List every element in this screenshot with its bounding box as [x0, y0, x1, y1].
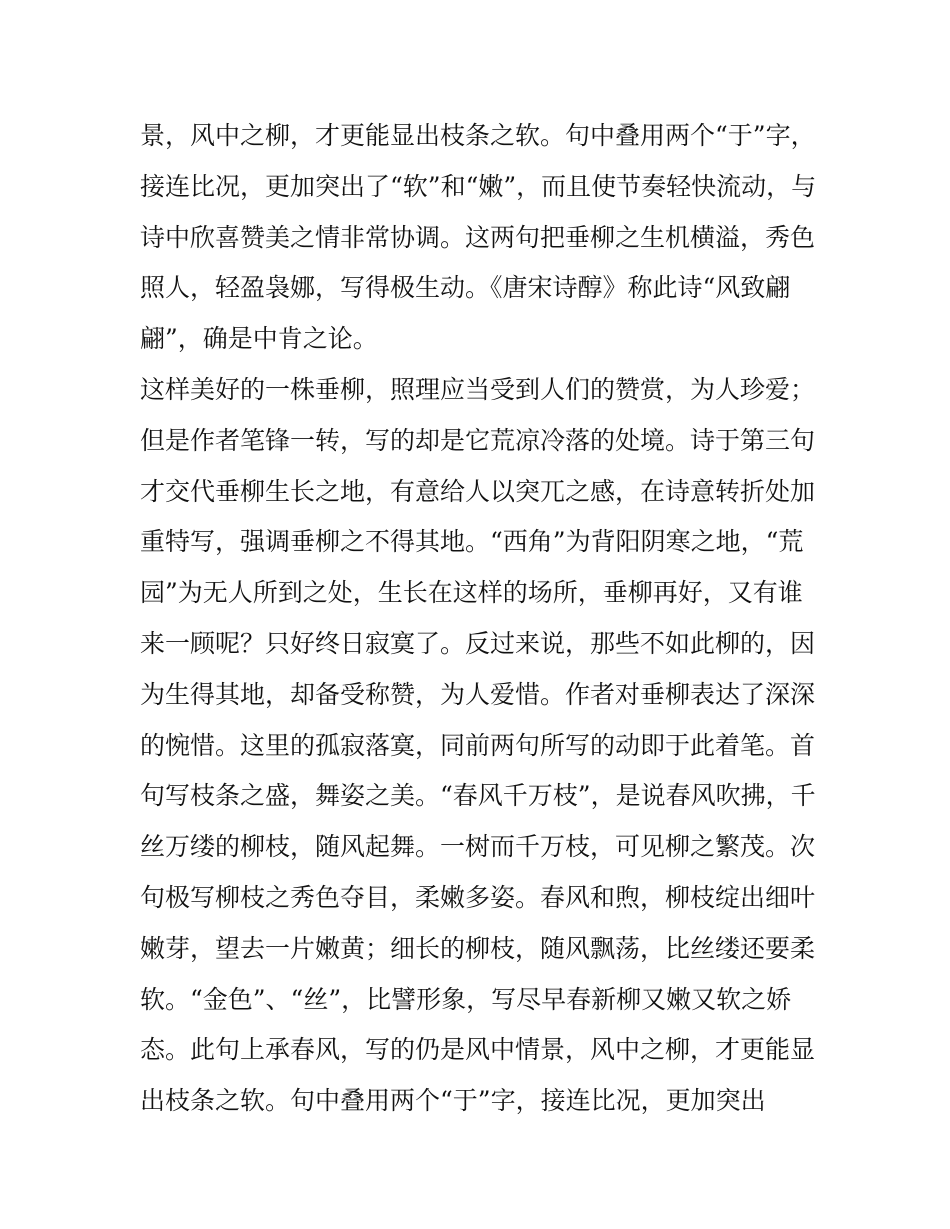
- text-line: 翩”，确是中肯之论。: [140, 324, 378, 354]
- text-line: 丝万缕的柳枝，随风起舞。一树而千万枝，可见柳之繁茂。次: [140, 832, 816, 862]
- text-line: 句写枝条之盛，舞姿之美。“春风千万枝”，是说春风吹拂，千: [140, 781, 816, 811]
- text-line: 句极写柳枝之秀色夺目，柔嫩多姿。春风和煦，柳枝绽出细叶: [140, 882, 816, 912]
- text-line: 景，风中之柳，才更能显出枝条之软。句中叠用两个“于”字，: [140, 121, 816, 150]
- text-line: 态。此句上承春风，写的仍是风中情景，风中之柳，才更能显: [140, 1035, 816, 1065]
- text-line: 为生得其地，却备受称赞，为人爱惜。作者对垂柳表达了深深: [140, 679, 816, 709]
- text-line: 软。“金色”、“丝”，比譬形象，写尽早春新柳又嫩又软之娇: [140, 984, 792, 1014]
- text-line: 来一顾呢？只好终日寂寞了。反过来说，那些不如此柳的，因: [140, 628, 816, 658]
- text-line: 接连比况，更加突出了“软”和“嫩”，而且使节奏轻快流动，与: [140, 171, 817, 201]
- text-line: 的惋惜。这里的孤寂落寞，同前两句所写的动即于此着笔。首: [140, 730, 816, 760]
- text-line: 诗中欣喜赞美之情非常协调。这两句把垂柳之生机横溢，秀色: [140, 222, 816, 252]
- text-line: 嫩芽，望去一片嫩黄；细长的柳枝，随风飘荡，比丝缕还要柔: [140, 933, 816, 963]
- text-line: 才交代垂柳生长之地，有意给人以突兀之感，在诗意转折处加: [140, 476, 816, 506]
- text-line: 出枝条之软。句中叠用两个“于”字，接连比况，更加突出: [140, 1086, 766, 1116]
- text-line: 重特写，强调垂柳之不得其地。“西角”为背阳阴寒之地，“荒: [140, 527, 804, 557]
- text-line: 照人，轻盈袅娜，写得极生动。《唐宋诗醇》称此诗“风致翩: [140, 273, 791, 303]
- text-line: 但是作者笔锋一转，写的却是它荒凉冷落的处境。诗于第三句: [140, 425, 816, 455]
- text-line: 园”为无人所到之处，生长在这样的场所，垂柳再好，又有谁: [140, 578, 803, 608]
- body-text: [140, 111, 820, 1127]
- text-line: 这样美好的一株垂柳，照理应当受到人们的赞赏，为人珍爱；: [140, 374, 816, 404]
